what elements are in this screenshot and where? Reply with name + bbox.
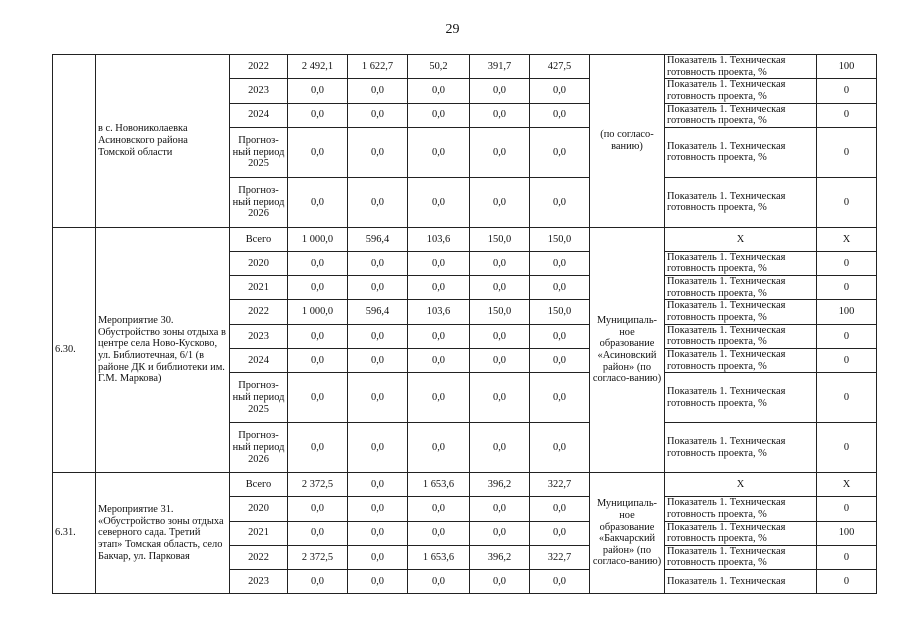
period-cell: Прогноз-ный период 2026 <box>230 177 288 227</box>
amount-federal: 0,0 <box>348 545 408 569</box>
amount-local: 0,0 <box>470 373 530 423</box>
period-cell: 2023 <box>230 324 288 348</box>
amount-local: 0,0 <box>470 177 530 227</box>
amount-total: 0,0 <box>288 103 348 127</box>
period-cell: 2024 <box>230 103 288 127</box>
amount-federal: 0,0 <box>348 521 408 545</box>
amount-total: 0,0 <box>288 251 348 275</box>
amount-local: 396,2 <box>470 473 530 497</box>
period-cell: Прогноз-ный период 2026 <box>230 423 288 473</box>
activity-name: Мероприятие 31. «Обустройство зоны отдыха северного сада. Третий этап» Томская область, село Бакчар, ул. Парковая <box>96 473 230 594</box>
amount-total: 0,0 <box>288 127 348 177</box>
indicator-cell: Показатель 1. Техническая готовность проекта, % <box>665 276 817 300</box>
amount-total: 2 492,1 <box>288 55 348 79</box>
amount-local: 0,0 <box>470 521 530 545</box>
amount-total: 1 000,0 <box>288 227 348 251</box>
amount-federal: 0,0 <box>348 127 408 177</box>
responsible-party: (по согласо-ванию) <box>590 55 665 228</box>
amount-extrabudget: 0,0 <box>530 79 590 103</box>
indicator-cell: Показатель 1. Техническая готовность проекта, % <box>665 251 817 275</box>
period-cell: Всего <box>230 227 288 251</box>
amount-regional: 103,6 <box>408 227 470 251</box>
amount-extrabudget: 150,0 <box>530 227 590 251</box>
amount-local: 0,0 <box>470 570 530 594</box>
amount-regional: 0,0 <box>408 570 470 594</box>
amount-extrabudget: 0,0 <box>530 276 590 300</box>
amount-local: 391,7 <box>470 55 530 79</box>
activity-number: 6.30. <box>53 227 96 472</box>
table-row <box>53 227 877 251</box>
amount-extrabudget: 0,0 <box>530 497 590 521</box>
amount-federal: 0,0 <box>348 177 408 227</box>
indicator-cell: Показатель 1. Техническая готовность проекта, % <box>665 300 817 324</box>
indicator-cell: Показатель 1. Техническая готовность проекта, % <box>665 423 817 473</box>
page-number: 29 <box>445 22 460 37</box>
amount-total: 0,0 <box>288 324 348 348</box>
indicator-value: 0 <box>817 324 877 348</box>
amount-total: 0,0 <box>288 423 348 473</box>
indicator-cell: X <box>665 473 817 497</box>
amount-local: 396,2 <box>470 545 530 569</box>
amount-regional: 0,0 <box>408 324 470 348</box>
amount-federal: 0,0 <box>348 103 408 127</box>
amount-federal: 1 622,7 <box>348 55 408 79</box>
amount-extrabudget: 0,0 <box>530 251 590 275</box>
amount-regional: 0,0 <box>408 521 470 545</box>
amount-extrabudget: 322,7 <box>530 473 590 497</box>
amount-federal: 0,0 <box>348 348 408 372</box>
amount-federal: 0,0 <box>348 423 408 473</box>
period-cell: 2021 <box>230 276 288 300</box>
period-cell: 2023 <box>230 570 288 594</box>
amount-total: 1 000,0 <box>288 300 348 324</box>
amount-regional: 103,6 <box>408 300 470 324</box>
indicator-value: 0 <box>817 276 877 300</box>
period-cell: 2023 <box>230 79 288 103</box>
period-cell: Прогноз-ный период 2025 <box>230 127 288 177</box>
indicator-cell: Показатель 1. Техническая готовность проекта, % <box>665 373 817 423</box>
amount-total: 0,0 <box>288 177 348 227</box>
indicator-cell: Показатель 1. Техническая готовность проекта, % <box>665 55 817 79</box>
indicator-value: X <box>817 227 877 251</box>
amount-regional: 0,0 <box>408 348 470 372</box>
amount-regional: 0,0 <box>408 497 470 521</box>
indicator-cell: Показатель 1. Техническая готовность проекта, % <box>665 177 817 227</box>
period-cell: Прогноз-ный период 2025 <box>230 373 288 423</box>
indicator-value: 0 <box>817 348 877 372</box>
period-cell: 2022 <box>230 300 288 324</box>
amount-federal: 0,0 <box>348 251 408 275</box>
activity-name: Мероприятие 30. Обустройство зоны отдыха в центре села Ново-Кусково, ул. Библиотечная, 6/1 (в районе ДК и библиотеки им. Г.М. Маркова) <box>96 227 230 472</box>
amount-total: 2 372,5 <box>288 545 348 569</box>
indicator-value: 0 <box>817 127 877 177</box>
amount-regional: 0,0 <box>408 79 470 103</box>
amount-federal: 0,0 <box>348 373 408 423</box>
amount-total: 0,0 <box>288 497 348 521</box>
amount-local: 150,0 <box>470 227 530 251</box>
amount-extrabudget: 0,0 <box>530 103 590 127</box>
period-cell: 2020 <box>230 251 288 275</box>
amount-extrabudget: 322,7 <box>530 545 590 569</box>
amount-regional: 0,0 <box>408 423 470 473</box>
amount-local: 0,0 <box>470 348 530 372</box>
indicator-cell: Показатель 1. Техническая готовность проекта, % <box>665 545 817 569</box>
responsible-party: Муниципаль-ное образование «Бакчарский район» (по согласо-ванию) <box>590 473 665 594</box>
indicator-value: 100 <box>817 521 877 545</box>
amount-extrabudget: 0,0 <box>530 127 590 177</box>
amount-regional: 1 653,6 <box>408 473 470 497</box>
amount-total: 0,0 <box>288 276 348 300</box>
amount-regional: 0,0 <box>408 103 470 127</box>
amount-federal: 0,0 <box>348 324 408 348</box>
amount-local: 150,0 <box>470 300 530 324</box>
indicator-value: 0 <box>817 103 877 127</box>
amount-total: 0,0 <box>288 570 348 594</box>
indicator-value: X <box>817 473 877 497</box>
amount-federal: 0,0 <box>348 570 408 594</box>
indicator-value: 100 <box>817 55 877 79</box>
period-cell: 2024 <box>230 348 288 372</box>
amount-total: 0,0 <box>288 373 348 423</box>
indicator-value: 0 <box>817 570 877 594</box>
amount-regional: 0,0 <box>408 177 470 227</box>
indicator-value: 0 <box>817 79 877 103</box>
amount-regional: 0,0 <box>408 276 470 300</box>
amount-total: 2 372,5 <box>288 473 348 497</box>
amount-federal: 0,0 <box>348 497 408 521</box>
amount-extrabudget: 0,0 <box>530 423 590 473</box>
amount-regional: 0,0 <box>408 373 470 423</box>
amount-federal: 0,0 <box>348 276 408 300</box>
amount-local: 0,0 <box>470 251 530 275</box>
responsible-party: Муниципаль-ное образование «Асиновский район» (по согласо-ванию) <box>590 227 665 472</box>
amount-regional: 50,2 <box>408 55 470 79</box>
indicator-cell: Показатель 1. Техническая готовность проекта, % <box>665 497 817 521</box>
amount-extrabudget: 0,0 <box>530 177 590 227</box>
indicator-cell: Показатель 1. Техническая <box>665 570 817 594</box>
period-cell: 2022 <box>230 545 288 569</box>
amount-federal: 0,0 <box>348 473 408 497</box>
amount-total: 0,0 <box>288 521 348 545</box>
indicator-cell: Показатель 1. Техническая готовность проекта, % <box>665 324 817 348</box>
amount-local: 0,0 <box>470 127 530 177</box>
amount-extrabudget: 427,5 <box>530 55 590 79</box>
period-cell: Всего <box>230 473 288 497</box>
period-cell: 2022 <box>230 55 288 79</box>
amount-regional: 0,0 <box>408 127 470 177</box>
indicator-value: 100 <box>817 300 877 324</box>
table-row <box>53 473 877 497</box>
indicator-value: 0 <box>817 497 877 521</box>
indicator-cell: Показатель 1. Техническая готовность проекта, % <box>665 127 817 177</box>
amount-federal: 0,0 <box>348 79 408 103</box>
amount-extrabudget: 0,0 <box>530 521 590 545</box>
amount-local: 0,0 <box>470 497 530 521</box>
indicator-cell: Показатель 1. Техническая готовность проекта, % <box>665 521 817 545</box>
table-row <box>53 55 877 79</box>
amount-extrabudget: 0,0 <box>530 570 590 594</box>
indicator-value: 0 <box>817 251 877 275</box>
activity-number <box>53 55 96 228</box>
period-cell: 2021 <box>230 521 288 545</box>
indicator-value: 0 <box>817 177 877 227</box>
period-cell: 2020 <box>230 497 288 521</box>
amount-extrabudget: 150,0 <box>530 300 590 324</box>
amount-local: 0,0 <box>470 79 530 103</box>
indicator-cell: Показатель 1. Техническая готовность проекта, % <box>665 79 817 103</box>
indicator-value: 0 <box>817 545 877 569</box>
indicator-value: 0 <box>817 373 877 423</box>
amount-total: 0,0 <box>288 79 348 103</box>
indicator-cell: X <box>665 227 817 251</box>
indicator-value: 0 <box>817 423 877 473</box>
amount-local: 0,0 <box>470 103 530 127</box>
indicator-cell: Показатель 1. Техническая готовность проекта, % <box>665 103 817 127</box>
amount-local: 0,0 <box>470 423 530 473</box>
amount-regional: 0,0 <box>408 251 470 275</box>
amount-extrabudget: 0,0 <box>530 324 590 348</box>
amount-federal: 596,4 <box>348 227 408 251</box>
funding-table <box>52 54 877 594</box>
activity-number: 6.31. <box>53 473 96 594</box>
amount-extrabudget: 0,0 <box>530 373 590 423</box>
amount-federal: 596,4 <box>348 300 408 324</box>
amount-total: 0,0 <box>288 348 348 372</box>
amount-local: 0,0 <box>470 324 530 348</box>
amount-extrabudget: 0,0 <box>530 348 590 372</box>
activity-name: в с. Новониколаевка Асиновского района Томской области <box>96 55 230 228</box>
amount-local: 0,0 <box>470 276 530 300</box>
indicator-cell: Показатель 1. Техническая готовность проекта, % <box>665 348 817 372</box>
amount-regional: 1 653,6 <box>408 545 470 569</box>
